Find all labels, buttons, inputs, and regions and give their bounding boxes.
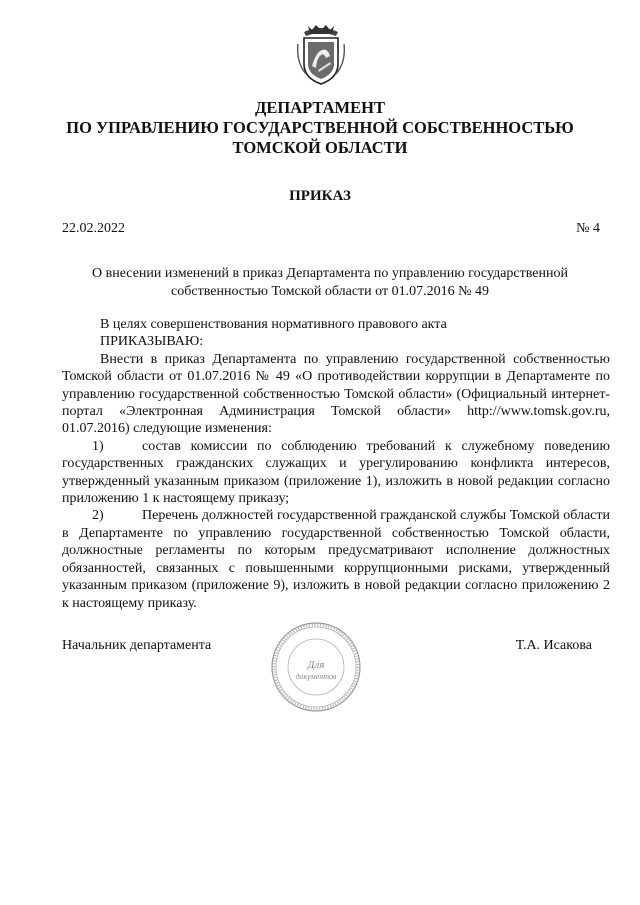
list-item-text: Перечень должностей государственной гражданской службы Томской области в Департаменте по управлению государственной собственностью Томской области, должностные регламенты по которым предусматривают исполнение должностных обязанностей, связанных с повышенными коррупционными рисками, утвержденный указанным приказом (приложение 9), изложить в новой редакции согласно приложению 2 к настоящему приказу. (62, 508, 610, 611)
order-number: № 4 (576, 221, 600, 236)
department-name-line-2: ПО УПРАВЛЕНИЮ ГОСУДАРСТВЕННОЙ СОБСТВЕННОСТЬЮ (66, 118, 574, 137)
signatory-name: Т.А. Исакова (515, 638, 592, 653)
list-item (62, 507, 610, 611)
preamble: В целях совершенствования нормативного правового акта (100, 317, 447, 332)
order-date: 22.02.2022 (62, 221, 125, 236)
order-subject-line-2: собственностью Томской области от 01.07.2016 № 49 (171, 284, 489, 299)
official-stamp (270, 621, 362, 713)
signatory-position: Начальник департамента (62, 638, 212, 653)
order-title: ПРИКАЗ (289, 188, 351, 204)
intro-paragraph: Внести в приказ Департамента по управлению государственной собственностью Томской области от 01.07.2016 № 49 «О противодействии коррупции в Департаменте по управлению государственной собственностью Томской области» (Официальный интернет-портал «Электронная Администрация Томской области» http://www.tomsk.gov.ru, 01.07.2016) следующие изменения: (62, 351, 610, 437)
tomsk-coat-of-arms-icon (296, 22, 346, 86)
stamp-text-line-2: документов (295, 672, 337, 681)
order-subject-line-1: О внесении изменений в приказ Департамента по управлению государственной (92, 266, 568, 281)
list-item-number: 2) (92, 508, 104, 524)
list-item (62, 438, 610, 508)
order-subject (70, 265, 590, 301)
stamp-text-line-1: Для (307, 659, 325, 671)
department-name-line-1: ДЕПАРТАМЕНТ (255, 98, 385, 117)
decree-word: ПРИКАЗЫВАЮ: (100, 334, 204, 350)
order-body (62, 316, 610, 612)
list-item-text: состав комиссии по соблюдению требований к служебному поведению государственных гражданских служащих и урегулированию конфликта интересов, утвержденный указанным приказом (приложение 1), изложить в новой редакции согласно приложению 1 к настоящему приказу; (62, 438, 610, 507)
list-item-number: 1) (92, 438, 104, 454)
department-name-line-3: ТОМСКОЙ ОБЛАСТИ (232, 138, 408, 157)
